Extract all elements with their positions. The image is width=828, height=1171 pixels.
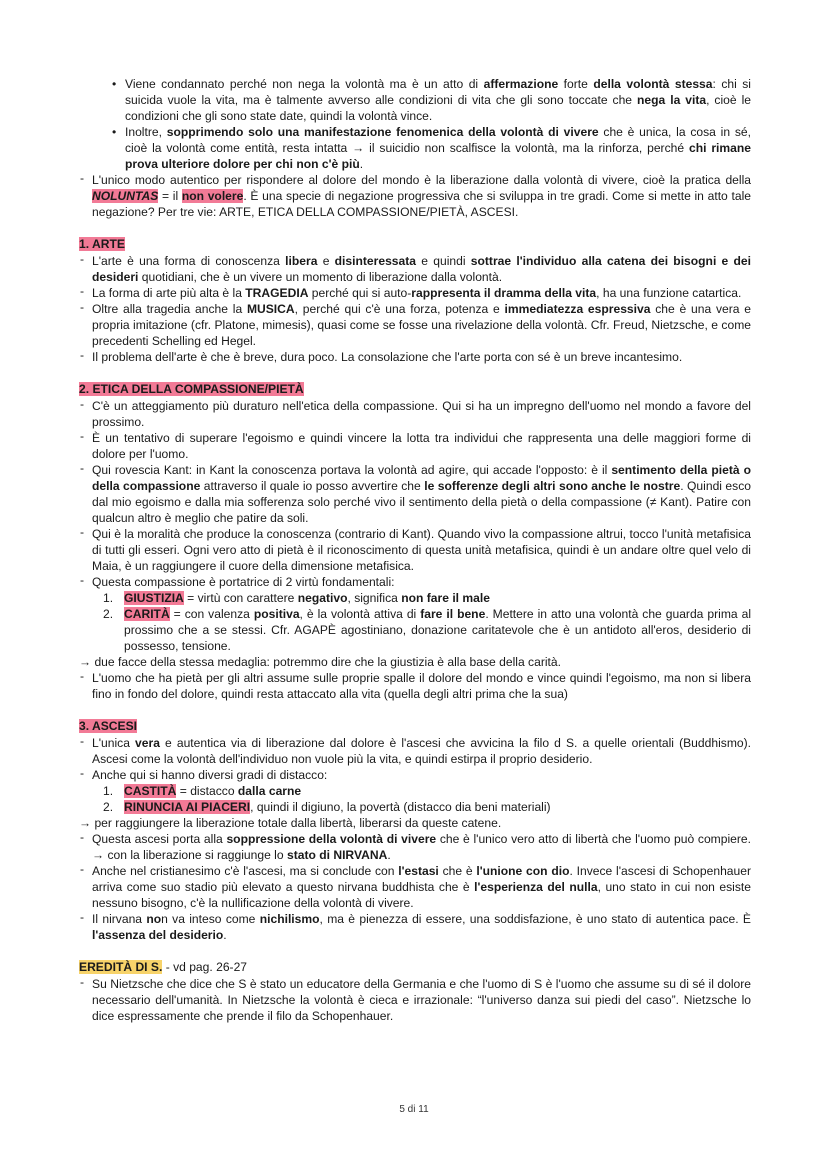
bullet-icon: •	[112, 125, 117, 139]
arrow-note: → per raggiungere la liberazione totale dalla libertà, liberarsi da queste catene.	[79, 816, 502, 830]
highlight-rinuncia: RINUNCIA AI PIACERI	[124, 800, 251, 814]
list-item: - Il problema dell'arte è che è breve, dura poco. La consolazione che l'arte porta con sé è un breve incantesimo.	[79, 349, 751, 365]
list-item: - Il nirvana non va inteso come nichilismo, ma è pienezza di essere, una soddisfazione, è uno stato di autentica pace. È l'assenza del desiderio.	[79, 911, 751, 943]
highlight-noluntas: NOLUNTAS	[92, 189, 159, 203]
highlight-castita: CASTITÀ	[124, 784, 177, 798]
section-title-ascesi: 3. ASCESI	[79, 719, 138, 733]
section-title-arte: 1. ARTE	[79, 237, 125, 251]
arrow-note: → due facce della stessa medaglia: potremmo dire che la giustizia è alla base della carità.	[79, 655, 561, 669]
section-title-eredita: EREDITÀ DI S. - vd pag. 26-27	[79, 960, 248, 974]
list-item: - L'arte è una forma di conoscenza libera e disinteressata e quindi sottrae l'individuo alla catena dei bisogni e dei desideri quotidiani, che è un vivere un momento di liberazione dalla volontà.	[79, 253, 751, 285]
list-item: - L'unica vera e autentica via di liberazione dal dolore è l'ascesi che avvicina la filo d S. a quelle orientali (Buddhismo). Ascesi come la volontà dell'individuo non vuole più la vita, e quindi estirpa il proprio desiderio.	[79, 735, 751, 767]
list-item: - Oltre alla tragedia anche la MUSICA, perché qui c'è una forza, potenza e immediatezza espressiva che è una vera e propria imitazione (cfr. Platone, mimesis), quasi come se fosse una rivelazione della volontà. Cfr. Freud, Nietzsche, e come precedenti Schelling ed Hegel.	[79, 301, 751, 349]
highlight-non-volere: non volere	[181, 189, 244, 203]
list-item: - Anche qui si hanno diversi gradi di distacco:	[79, 767, 751, 783]
list-item: - Su Nietzsche che dice che S è stato un educatore della Germania e che l'uomo di S è l'uomo che assume su di sé il dolore necessario dell'umanità. In Nietzsche la volontà è cieca e irrazionale: “l'universo danza sui piedi del caso”. Nietzsche lo dice espressamente che prende il filo da Schopenhauer.	[79, 976, 751, 1024]
list-item: - C'è un atteggiamento più duraturo nell'etica della compassione. Qui si ha un impregno dell'uomo nel mondo a favore del prossimo.	[79, 398, 751, 430]
list-item: - La forma di arte più alta è la TRAGEDIA perché qui si auto-rappresenta il dramma della vita, ha una funzione catartica.	[79, 285, 751, 301]
list-item: - Qui rovescia Kant: in Kant la conoscenza portava la volontà ad agire, qui accade l'opposto: è il sentimento della pietà o della compassione attraverso il quale io posso avvertire che le sofferenze degli altri sono anche le nostre. Quindi esco dal mio egoismo e dalla mia sofferenza solo perché vivo il sentimento della pietà o della compassione (≠ Kant). Patire con qualcun altro è meglio che patire da soli.	[79, 462, 751, 526]
numbered-item: 2. RINUNCIA AI PIACERI, quindi il digiuno, la povertà (distacco dia beni materiali)	[103, 800, 551, 814]
list-item: - È un tentativo di superare l'egoismo e quindi vincere la lotta tra individui che rappresenta una delle maggiori forme di dolore per l'uomo.	[79, 430, 751, 462]
page-number: 5 di 11	[399, 1104, 429, 1115]
list-item: - Questa compassione è portatrice di 2 virtù fondamentali:	[79, 574, 751, 590]
list-item: - Questa ascesi porta alla soppressione della volontà di vivere che è l'unico vero atto di libertà che l'uomo può compiere. → con la liberazione si raggiunge lo stato di NIRVANA.	[79, 831, 751, 863]
numbered-item: 1. CASTITÀ = distacco dalla carne	[103, 784, 302, 798]
section-title-etica: 2. ETICA DELLA COMPASSIONE/PIETÀ	[79, 382, 304, 396]
numbered-item: 1. GIUSTIZIA = virtù con carattere negativo, significa non fare il male	[103, 591, 490, 605]
list-item: • Inoltre, sopprimendo solo una manifestazione fenomenica della volontà di vivere che è unica, la cosa in sé, cioè la volontà come entità, resta intatta → il suicidio non scalfisce la volontà, ma la rinforza, perché chi rimane prova ulteriore dolore per chi non c'è più.	[112, 125, 751, 171]
highlight-giustizia: GIUSTIZIA	[124, 591, 184, 605]
bullet-icon: •	[112, 77, 117, 91]
numbered-item: 2. CARITÀ = con valenza positiva, è la volontà attiva di fare il bene. Mettere in atto una volontà che guarda prima al prossimo che a se stessi. Cfr. AGAPÈ agostiniano, donazione caritatevole che è un antidoto all'eros, desiderio di possesso, tensione.	[103, 607, 752, 653]
list-item: - L'unico modo autentico per rispondere al dolore del mondo è la liberazione dalla volontà di vivere, cioè la pratica della NOLUNTAS = il non volere. È una specie di negazione progressiva che si sviluppa in tre gradi. Come si mette in atto tale negazione? Per tre vie: ARTE, ETICA DELLA COMPASSIONE/PIETÀ, ASCESI.	[79, 172, 751, 220]
list-item: • Viene condannato perché non nega la volontà ma è un atto di affermazione forte della volontà stessa: chi si suicida vuole la vita, ma è talmente avverso alle condizioni di vita che gli sono toccate che nega la vita, cioè le condizioni che gli sono state date, quindi la volontà vince.	[112, 77, 752, 123]
document-page	[79, 76, 751, 1024]
highlight-carita: CARITÀ	[124, 607, 170, 621]
list-item: - Qui è la moralità che produce la conoscenza (contrario di Kant). Quando vivo la compassione altrui, tocco l'unità metafisica di tutti gli esseri. Ogni vero atto di pietà è il riconoscimento di questa unità metafisica, quindi è un andare oltre quel velo di Maia, è un raggiungere il cuore della dimensione metafisica.	[79, 526, 751, 574]
list-item: - L'uomo che ha pietà per gli altri assume sulle proprie spalle il dolore del mondo e vince quindi l'egoismo, ma non si libera fino in fondo del dolore, quindi resta attaccato alla vita (quella degli altri prima che la sua)	[79, 670, 751, 702]
list-item: - Anche nel cristianesimo c'è l'ascesi, ma si conclude con l'estasi che è l'unione con dio. Invece l'ascesi di Schopenhauer arriva come suo stadio più elevato a questo nirvana buddhista che è l'esperienza del nulla, uno stato in cui non esiste nessuno bisogno, c'è la nullificazione della volontà di vivere.	[79, 863, 751, 911]
